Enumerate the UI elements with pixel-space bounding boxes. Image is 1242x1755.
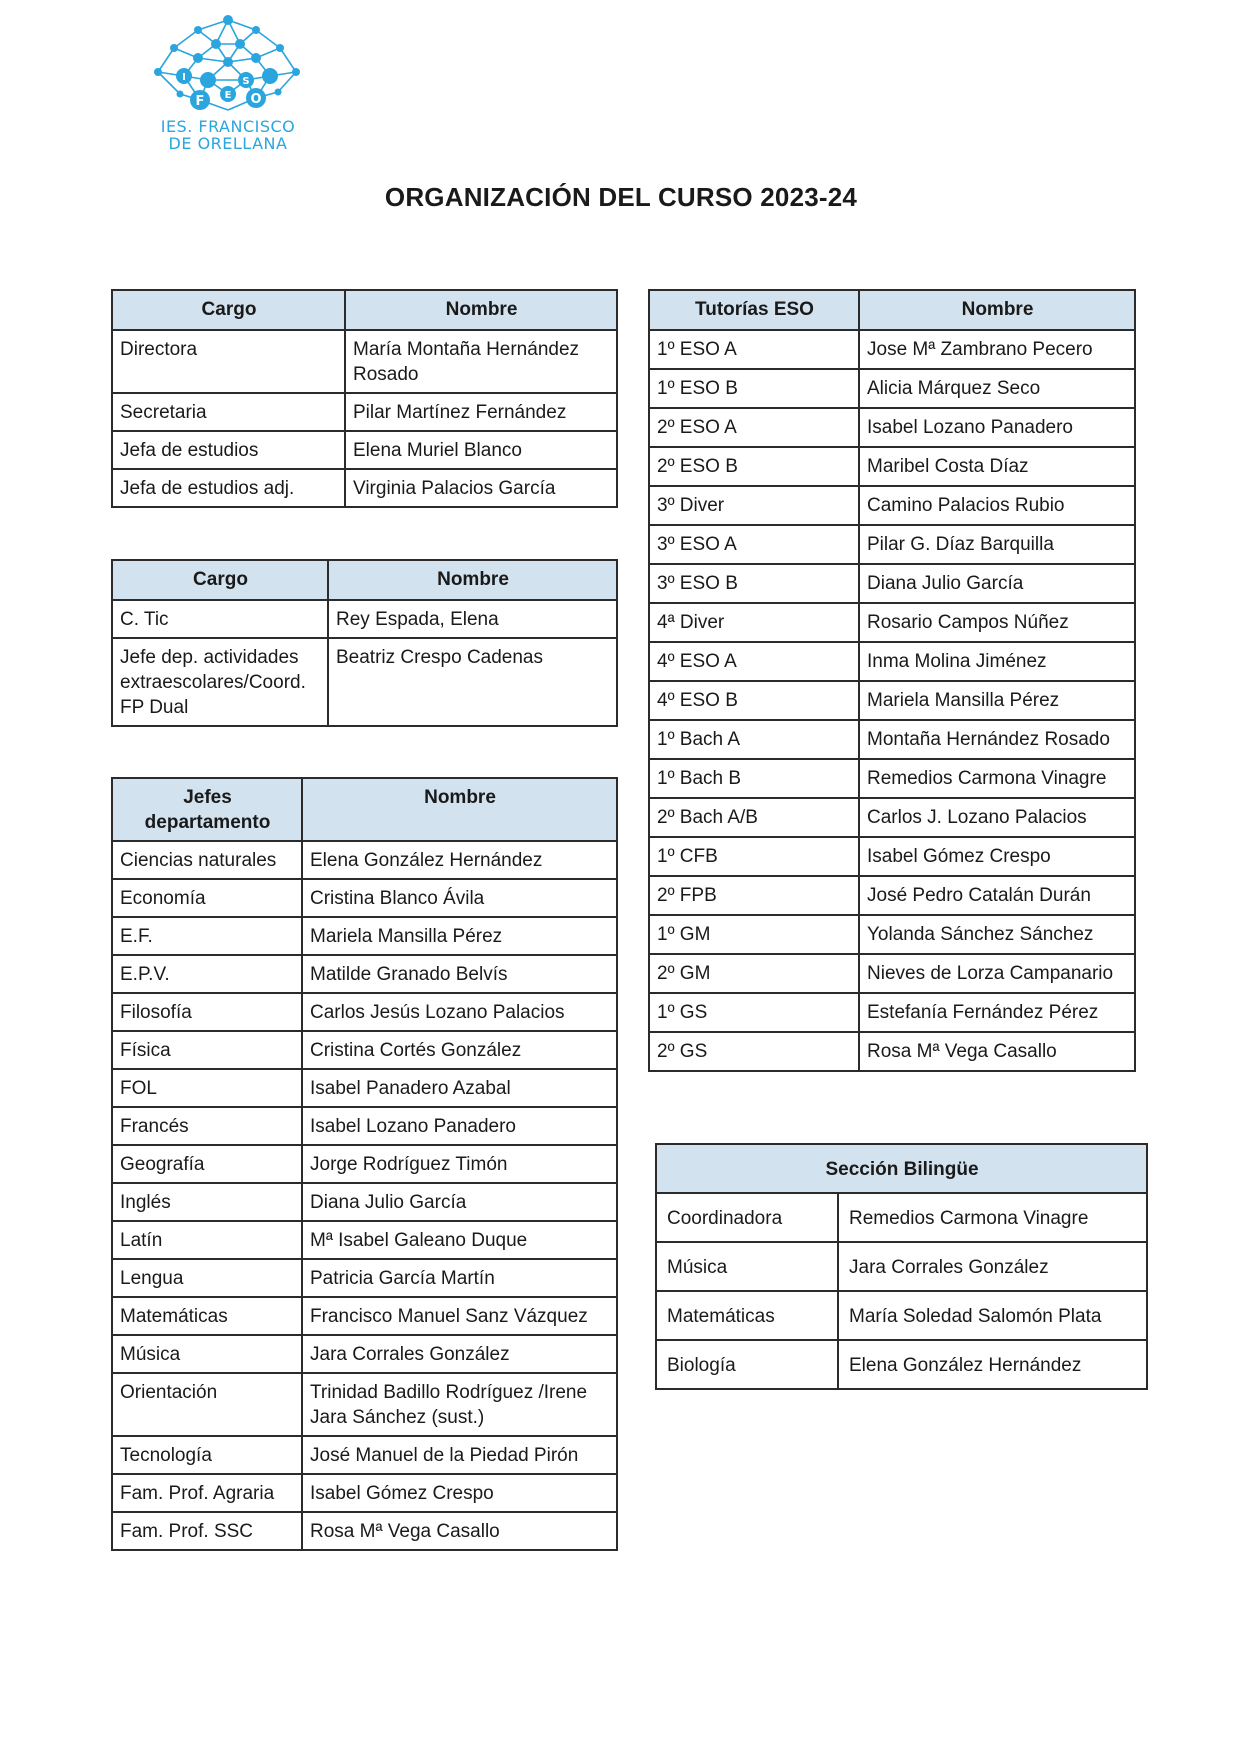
column-header: Nombre [302,778,617,841]
grupo-cell: 2º ESO A [649,408,859,447]
page-title: ORGANIZACIÓN DEL CURSO 2023-24 [384,182,858,212]
departamento-cell: Física [112,1031,302,1069]
table-row [112,469,617,507]
table-row [112,1512,617,1550]
table-row [649,642,1135,681]
table-row [112,1107,617,1145]
jefes-departamento-table [111,777,618,1551]
seccion-bilingue-table [655,1143,1148,1390]
table-row [112,1335,617,1373]
departamento-cell: Fam. Prof. Agraria [112,1474,302,1512]
tutor-cell: Jose Mª Zambrano Pecero [859,330,1135,369]
table-row [649,564,1135,603]
tutor-cell: Nieves de Lorza Campanario [859,954,1135,993]
grupo-cell: 1º ESO A [649,330,859,369]
grupo-cell: 3º Diver [649,486,859,525]
table-row [656,1340,1147,1389]
table-row [112,1259,617,1297]
table-row [649,330,1135,369]
nombre-cell: Remedios Carmona Vinagre [838,1193,1147,1242]
table-row [112,993,617,1031]
logo-letter-f: F [195,94,205,109]
grupo-cell: 1º GM [649,915,859,954]
nombre-cell: Virginia Palacios García [345,469,617,507]
tutor-cell: Camino Palacios Rubio [859,486,1135,525]
departamento-cell: E.P.V. [112,955,302,993]
table-row [112,600,617,638]
departamento-cell: Ciencias naturales [112,841,302,879]
departamento-cell: Economía [112,879,302,917]
departamento-cell: FOL [112,1069,302,1107]
tutor-cell: Maribel Costa Díaz [859,447,1135,486]
nombre-cell: Jara Corrales González [302,1335,617,1373]
nombre-cell: Elena González Hernández [302,841,617,879]
grupo-cell: 4ª Diver [649,603,859,642]
nombre-cell: Rosa Mª Vega Casallo [302,1512,617,1550]
table-row [112,917,617,955]
cargo-cell: Jefa de estudios adj. [112,469,345,507]
table-row [649,369,1135,408]
logo-letter-s: S [242,76,250,87]
nombre-cell: Elena Muriel Blanco [345,431,617,469]
table-row [112,841,617,879]
nombre-cell: Mª Isabel Galeano Duque [302,1221,617,1259]
cargo-cell: Jefa de estudios [112,431,345,469]
table-row [649,759,1135,798]
table-row [649,954,1135,993]
area-cell: Música [656,1242,838,1291]
grupo-cell: 1º ESO B [649,369,859,408]
table-header: Sección Bilingüe [656,1144,1147,1193]
area-cell: Matemáticas [656,1291,838,1340]
tutor-cell: Alicia Márquez Seco [859,369,1135,408]
school-logo [144,10,312,153]
nombre-cell: Francisco Manuel Sanz Vázquez [302,1297,617,1335]
grupo-cell: 2º Bach A/B [649,798,859,837]
grupo-cell: 1º Bach B [649,759,859,798]
area-cell: Biología [656,1340,838,1389]
table-row [649,798,1135,837]
table-row [112,1436,617,1474]
table-row [649,1032,1135,1071]
nombre-cell: María Montaña Hernández Rosado [345,330,617,393]
departamento-cell: Fam. Prof. SSC [112,1512,302,1550]
table-row [649,603,1135,642]
column-header: Jefes departamento [112,778,302,841]
nombre-cell: Beatriz Crespo Cadenas [328,638,617,726]
table-row [649,408,1135,447]
table-row [112,1069,617,1107]
table-row [656,1193,1147,1242]
departamento-cell: Inglés [112,1183,302,1221]
table-row [649,837,1135,876]
nombre-cell: Patricia García Martín [302,1259,617,1297]
cargos-table [111,289,618,508]
departamento-cell: Tecnología [112,1436,302,1474]
area-cell: Coordinadora [656,1193,838,1242]
departamento-cell: Latín [112,1221,302,1259]
tutor-cell: Diana Julio García [859,564,1135,603]
cargo-cell: Directora [112,330,345,393]
nombre-cell: Jara Corrales González [838,1242,1147,1291]
nombre-cell: Trinidad Badillo Rodríguez /Irene Jara Sánchez (sust.) [302,1373,617,1436]
logo-letter-e: E [224,90,232,101]
grupo-cell: 2º ESO B [649,447,859,486]
nombre-cell: Pilar Martínez Fernández [345,393,617,431]
table-row [112,330,617,393]
tutor-cell: Rosario Campos Núñez [859,603,1135,642]
departamento-cell: Orientación [112,1373,302,1436]
nombre-cell: Matilde Granado Belvís [302,955,617,993]
nombre-cell: Elena González Hernández [838,1340,1147,1389]
table-row [112,1373,617,1436]
logo-letter-i: I [182,72,186,83]
table-row [656,1242,1147,1291]
logo-text-line2: DE ORELLANA [168,134,288,153]
column-header: Tutorías ESO [649,290,859,330]
table-row [112,1183,617,1221]
table-row [112,1145,617,1183]
tutor-cell: Estefanía Fernández Pérez [859,993,1135,1032]
grupo-cell: 1º CFB [649,837,859,876]
table-row [649,915,1135,954]
departamento-cell: Filosofía [112,993,302,1031]
tutor-cell: Isabel Gómez Crespo [859,837,1135,876]
tutorias-table [648,289,1136,1072]
cargo-cell: C. Tic [112,600,328,638]
nombre-cell: Carlos Jesús Lozano Palacios [302,993,617,1031]
column-header: Nombre [859,290,1135,330]
departamento-cell: Francés [112,1107,302,1145]
table-row [649,681,1135,720]
table-row [656,1291,1147,1340]
departamento-cell: E.F. [112,917,302,955]
nombre-cell: Isabel Panadero Azabal [302,1069,617,1107]
table-row [649,486,1135,525]
tutor-cell: José Pedro Catalán Durán [859,876,1135,915]
grupo-cell: 4º ESO A [649,642,859,681]
grupo-cell: 1º Bach A [649,720,859,759]
cargos-table-2 [111,559,618,727]
table-row [649,993,1135,1032]
tutor-cell: Pilar G. Díaz Barquilla [859,525,1135,564]
table-row [649,876,1135,915]
grupo-cell: 3º ESO B [649,564,859,603]
departamento-cell: Geografía [112,1145,302,1183]
nombre-cell: Cristina Blanco Ávila [302,879,617,917]
cargo-cell: Jefe dep. actividades extraescolares/Coord. FP Dual [112,638,328,726]
table-row [112,879,617,917]
table-row [112,1031,617,1069]
table-row [112,955,617,993]
tutor-cell: Carlos J. Lozano Palacios [859,798,1135,837]
column-header: Cargo [112,290,345,330]
tutor-cell: Inma Molina Jiménez [859,642,1135,681]
grupo-cell: 2º GM [649,954,859,993]
nombre-cell: Diana Julio García [302,1183,617,1221]
table-row [112,431,617,469]
departamento-cell: Matemáticas [112,1297,302,1335]
grupo-cell: 4º ESO B [649,681,859,720]
tutor-cell: Isabel Lozano Panadero [859,408,1135,447]
cargo-cell: Secretaria [112,393,345,431]
network-globe-icon [144,10,312,122]
tutor-cell: Yolanda Sánchez Sánchez [859,915,1135,954]
tutor-cell: Mariela Mansilla Pérez [859,681,1135,720]
table-row [649,525,1135,564]
nombre-cell: Cristina Cortés González [302,1031,617,1069]
tutor-cell: Montaña Hernández Rosado [859,720,1135,759]
departamento-cell: Lengua [112,1259,302,1297]
departamento-cell: Música [112,1335,302,1373]
table-row [112,1474,617,1512]
table-row [649,447,1135,486]
table-row [112,638,617,726]
table-row [112,393,617,431]
table-row [112,1297,617,1335]
nombre-cell: Rey Espada, Elena [328,600,617,638]
nombre-cell: Isabel Lozano Panadero [302,1107,617,1145]
column-header: Nombre [345,290,617,330]
column-header: Nombre [328,560,617,600]
grupo-cell: 3º ESO A [649,525,859,564]
grupo-cell: 2º FPB [649,876,859,915]
logo-letter-o: O [250,92,262,107]
grupo-cell: 2º GS [649,1032,859,1071]
table-row [112,1221,617,1259]
nombre-cell: María Soledad Salomón Plata [838,1291,1147,1340]
grupo-cell: 1º GS [649,993,859,1032]
nombre-cell: Jorge Rodríguez Timón [302,1145,617,1183]
tutor-cell: Rosa Mª Vega Casallo [859,1032,1135,1071]
column-header: Cargo [112,560,328,600]
table-row [649,720,1135,759]
logo-text-line1: IES. FRANCISCO [160,117,296,136]
nombre-cell: Isabel Gómez Crespo [302,1474,617,1512]
nombre-cell: Mariela Mansilla Pérez [302,917,617,955]
nombre-cell: José Manuel de la Piedad Pirón [302,1436,617,1474]
tutor-cell: Remedios Carmona Vinagre [859,759,1135,798]
